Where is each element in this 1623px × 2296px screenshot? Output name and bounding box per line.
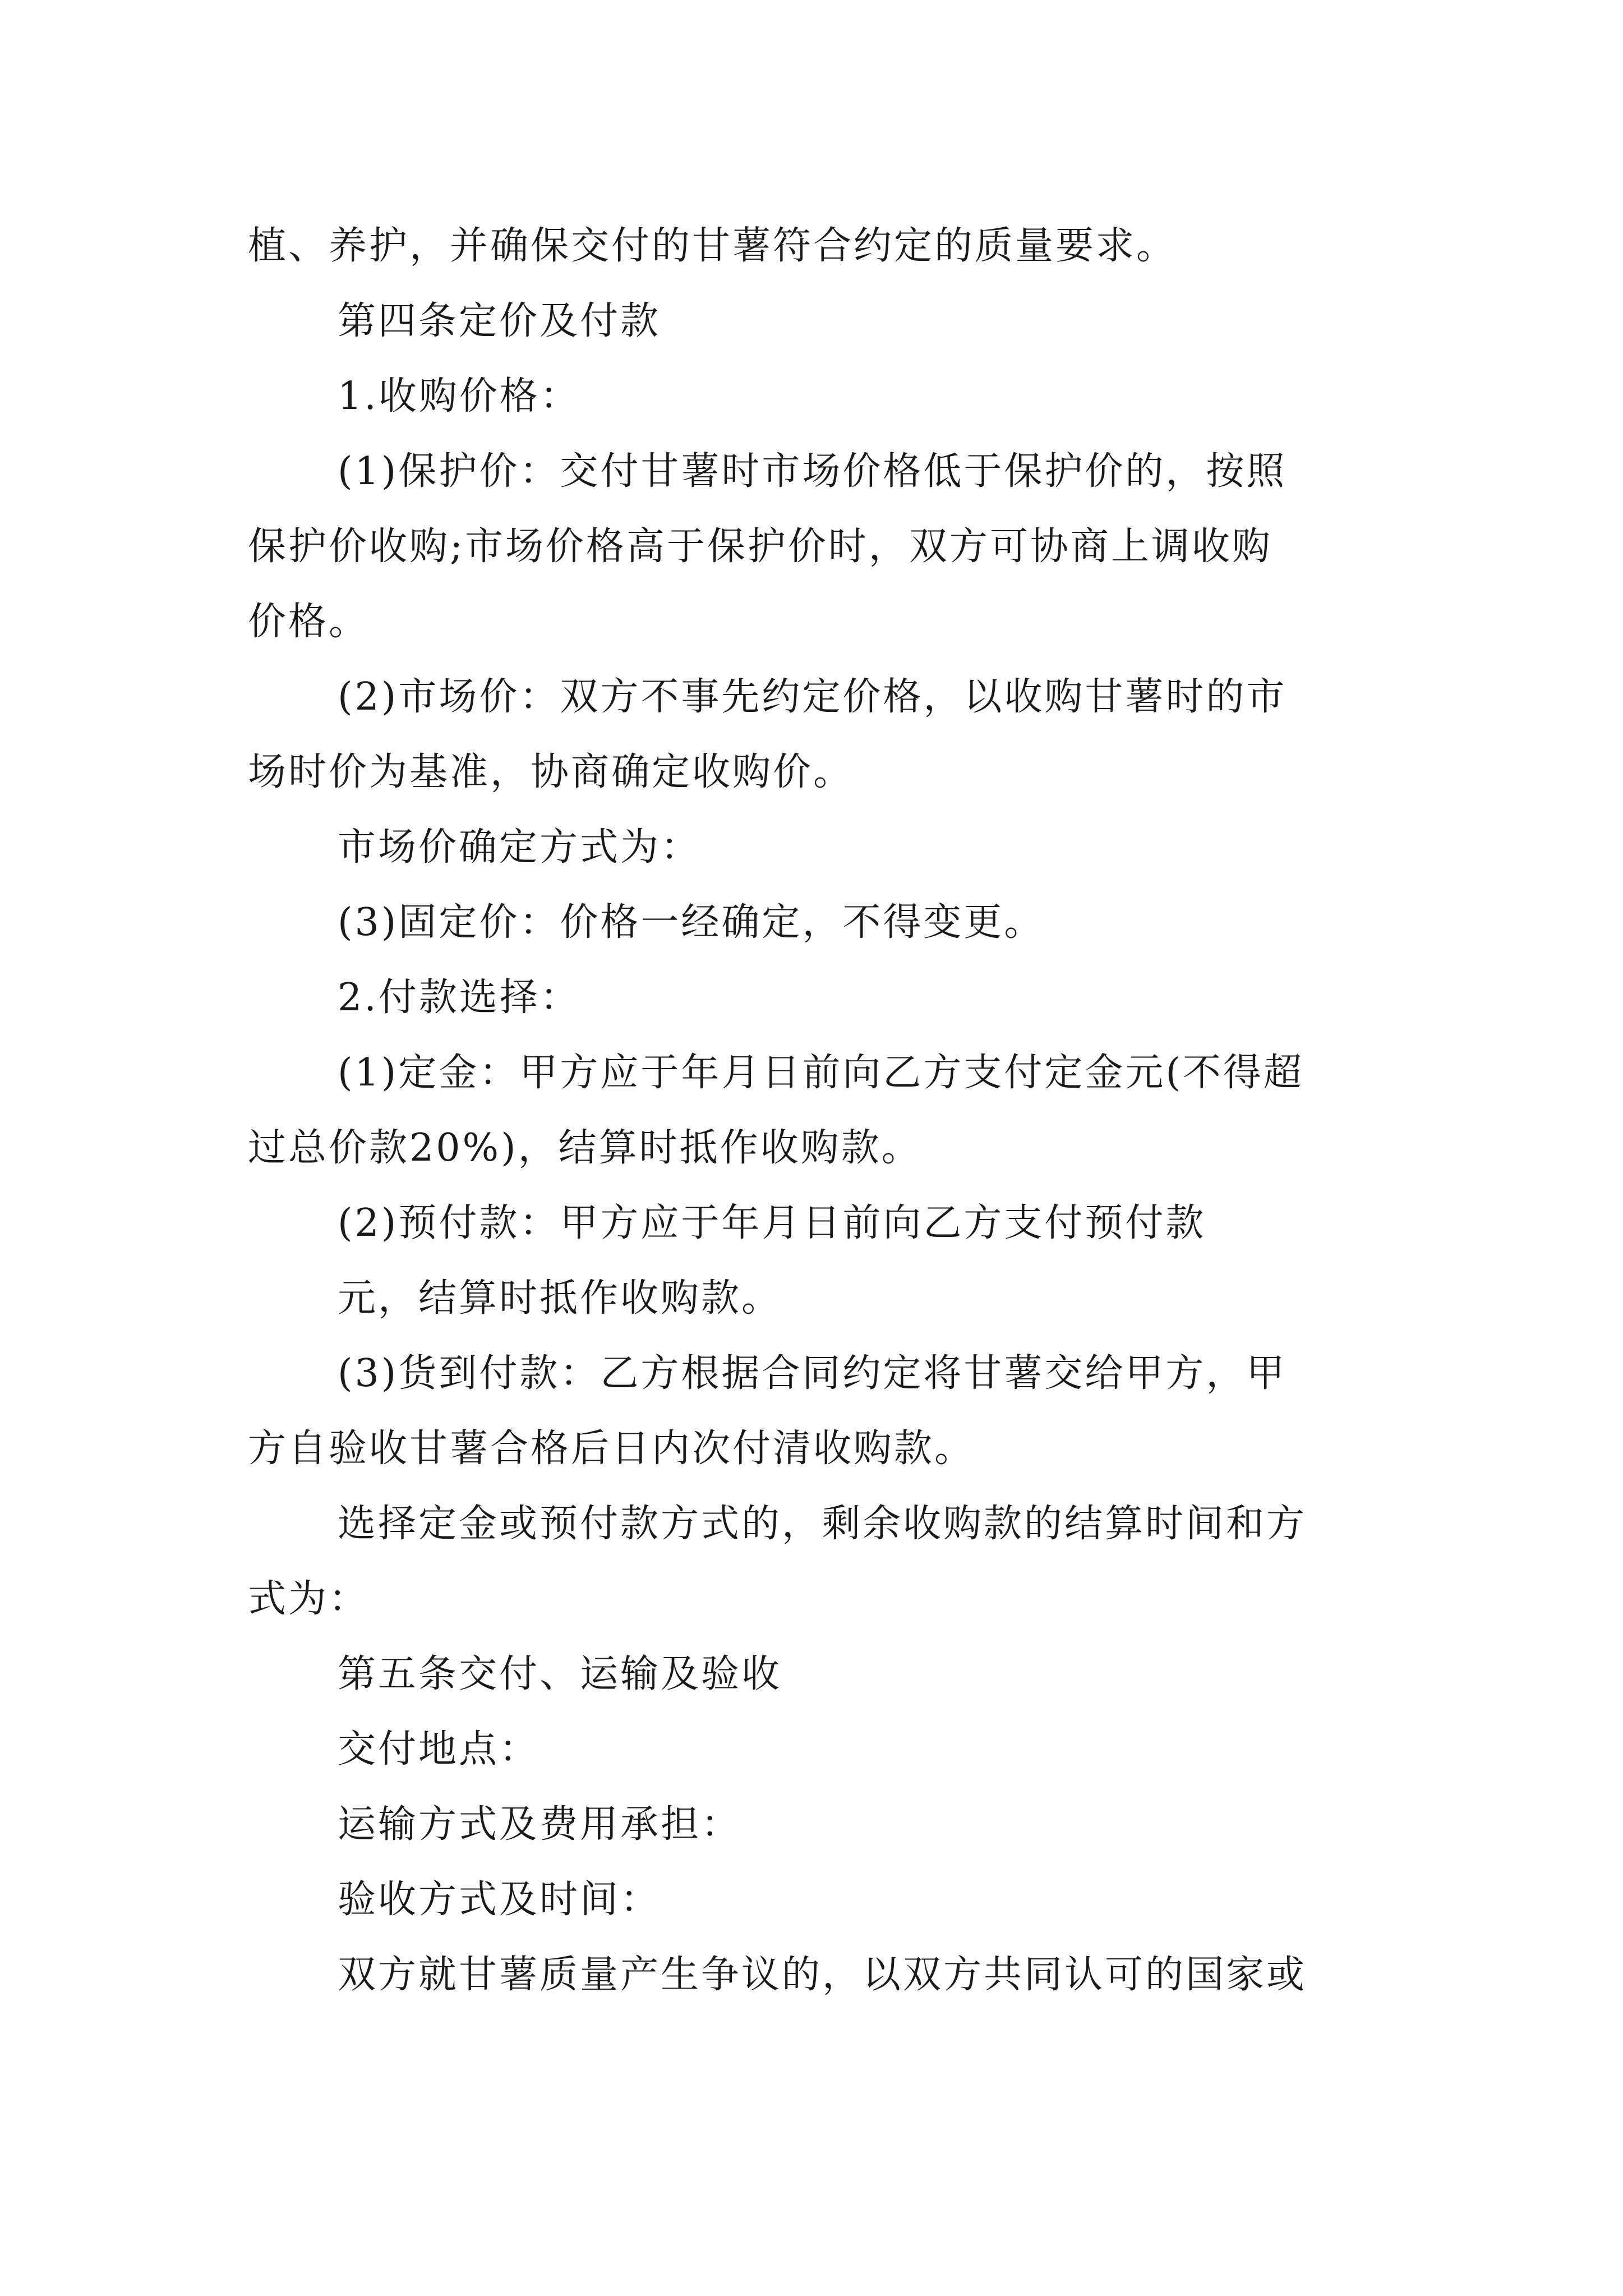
text-line: (3)固定价：价格一经确定，不得变更。 — [338, 900, 1045, 945]
text-line: 1.收购价格： — [338, 374, 580, 418]
text-line: 场时价为基准，协商确定收购价。 — [248, 750, 854, 794]
text-line: 验收方式及时间： — [338, 1878, 661, 1922]
text-line: 价格。 — [248, 600, 370, 644]
text-line: 双方就甘薯质量产生争议的，以双方共同认可的国家或 — [338, 1953, 1307, 1997]
text-line: (1)定金：甲方应于年月日前向乙方支付定金元(不得超 — [338, 1051, 1304, 1095]
text-line: 交付地点： — [338, 1727, 540, 1772]
text-line: 2.付款选择： — [338, 976, 580, 1020]
text-line: (2)预付款：甲方应于年月日前向乙方支付预付款 — [338, 1201, 1206, 1245]
document-body — [248, 209, 1386, 2013]
text-line: 植、养护，并确保交付的甘薯符合约定的质量要求。 — [248, 224, 1177, 268]
section-heading: 第五条交付、运输及验收 — [338, 1652, 782, 1696]
text-line: 元，结算时抵作收购款。 — [338, 1276, 782, 1320]
text-line: 运输方式及费用承担： — [338, 1802, 742, 1847]
text-line: (1)保护价：交付甘薯时市场价格低于保护价的，按照 — [338, 449, 1287, 494]
text-line: 保护价收购;市场价格高于保护价时，双方可协商上调收购 — [248, 524, 1272, 569]
text-line: 市场价确定方式为： — [338, 825, 702, 869]
section-heading: 第四条定价及付款 — [338, 299, 661, 343]
text-line: (2)市场价：双方不事先约定价格，以收购甘薯时的市 — [338, 675, 1287, 719]
text-line: 式为： — [248, 1577, 370, 1621]
text-line: 选择定金或预付款方式的，剩余收购款的结算时间和方 — [338, 1502, 1307, 1546]
text-line: 方自验收甘薯合格后日内次付清收购款。 — [248, 1427, 975, 1471]
text-line: (3)货到付款：乙方根据合同约定将甘薯交给甲方，甲 — [338, 1351, 1287, 1396]
text-line: 过总价款20%)，结算时抵作收购款。 — [248, 1126, 922, 1170]
